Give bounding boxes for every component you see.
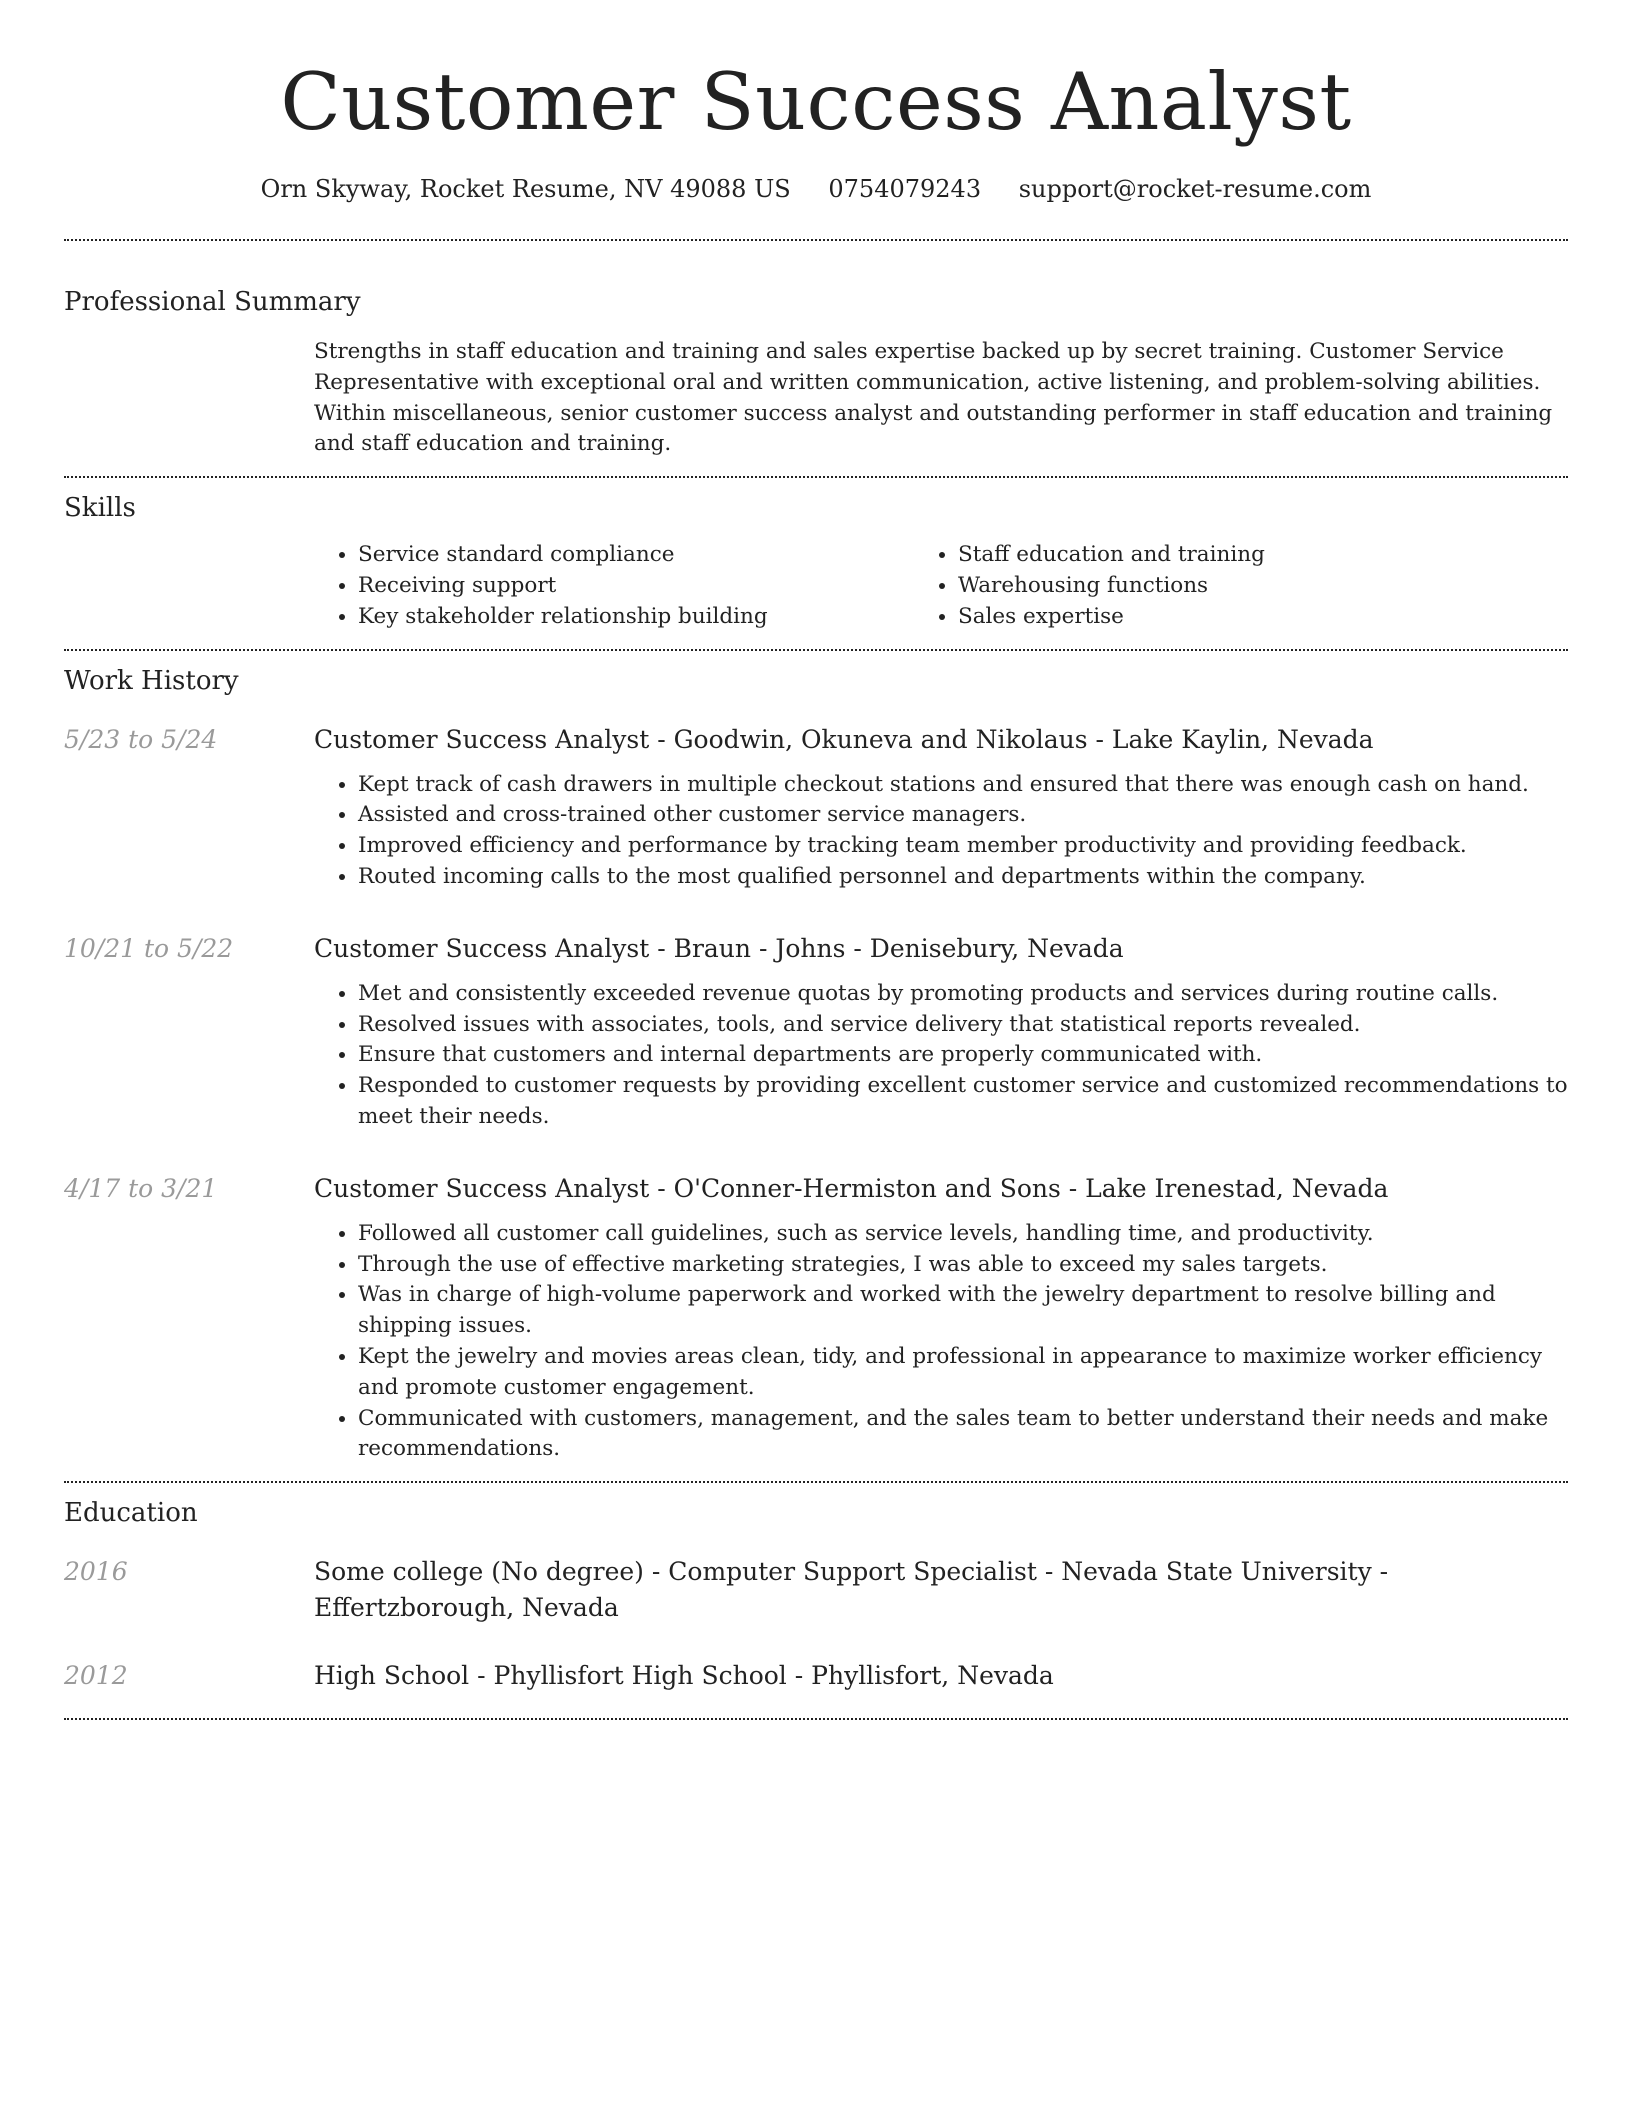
summary-section <box>64 241 1568 460</box>
job-body <box>314 1171 1568 1465</box>
education-body <box>314 1554 1568 1626</box>
work-section <box>64 651 1568 1466</box>
job-bullet: • Kept track of cash drawers in multiple checkout stations and ensured that there was enough cash on hand. <box>358 770 1568 801</box>
job-body <box>314 931 1568 1133</box>
job-header: Customer Success Analyst - O'Conner-Hermiston and Sons - Lake Irenestad, Nevada <box>314 1173 1389 1203</box>
skill-item: • Service standard compliance <box>358 540 928 571</box>
contact-phone: 0754079243 <box>828 175 982 203</box>
job-header: Customer Success Analyst - Braun - Johns - Denisebury, Nevada <box>314 933 1124 963</box>
job-body <box>314 722 1568 893</box>
skill-item: • Key stakeholder relationship building <box>358 602 928 633</box>
skills-heading: Skills <box>64 493 136 524</box>
contact-line <box>64 172 1568 206</box>
contact-email: support@rocket-resume.com <box>1018 175 1372 203</box>
summary-heading: Professional Summary <box>64 287 361 317</box>
education-divider <box>64 1718 1568 1720</box>
job-bullet: • Improved efficiency and performance by tracking team member productivity and providing feedback. <box>358 831 1568 862</box>
resume-title: Customer Success Analyst <box>280 56 1352 148</box>
job-dates: 4/17 to 3/21 <box>64 1173 218 1203</box>
job-bullet: • Resolved issues with associates, tools, and service delivery that statistical reports revealed. <box>358 1010 1568 1041</box>
skills-section <box>64 478 1568 632</box>
job-bullet: • Was in charge of high-volume paperwork and worked with the jewelry department to resolve billing and shipping issues. <box>358 1280 1568 1342</box>
job-bullet: • Through the use of effective marketing strategies, I was able to exceed my sales targets. <box>358 1250 1568 1281</box>
job-dates: 5/23 to 5/24 <box>64 724 218 754</box>
job-entry <box>64 722 1568 893</box>
job-bullets <box>314 1219 1568 1465</box>
job-entry <box>64 1171 1568 1465</box>
work-heading: Work History <box>64 665 239 696</box>
skills-list-left <box>314 540 928 632</box>
job-bullets <box>314 979 1568 1133</box>
education-section <box>64 1483 1568 1694</box>
skill-item: • Sales expertise <box>958 602 1528 633</box>
skills-list-right <box>914 540 1528 632</box>
job-bullet: • Assisted and cross-trained other customer service managers. <box>358 800 1568 831</box>
education-body <box>314 1658 1568 1694</box>
skill-item: • Staff education and training <box>958 540 1528 571</box>
skill-item: • Warehousing functions <box>958 571 1528 602</box>
education-entry <box>64 1658 1568 1694</box>
contact-address: Orn Skyway, Rocket Resume, NV 49088 US <box>260 175 791 203</box>
job-bullet: • Ensure that customers and internal departments are properly communicated with. <box>358 1040 1568 1071</box>
job-bullet: • Followed all customer call guidelines, such as service levels, handling time, and productivity. <box>358 1219 1568 1250</box>
job-bullet: • Kept the jewelry and movies areas clean, tidy, and professional in appearance to maximize worker efficiency and promote customer engagement. <box>358 1342 1568 1404</box>
job-bullet: • Routed incoming calls to the most qualified personnel and departments within the company. <box>358 862 1568 893</box>
education-entry <box>64 1554 1568 1626</box>
job-bullet: • Met and consistently exceeded revenue quotas by promoting products and services during routine calls. <box>358 979 1568 1010</box>
job-bullet: • Responded to customer requests by providing excellent customer service and customized recommendations to meet their needs. <box>358 1071 1568 1133</box>
job-bullets <box>314 770 1568 893</box>
education-heading: Education <box>64 1498 198 1529</box>
job-dates: 10/21 to 5/22 <box>64 933 234 963</box>
education-header: Some college (No degree) - Computer Support Specialist - Nevada State University - Effertzborough, Nevada <box>314 1557 1389 1623</box>
skill-item: • Receiving support <box>358 571 928 602</box>
education-year: 2016 <box>64 1557 128 1587</box>
job-entry <box>64 931 1568 1133</box>
summary-text: Strengths in staff education and training and sales expertise backed up by secret training. Customer Service Representative with exceptional oral and written communication, active listening, and problem-solving abilities. Within miscellaneous, senior customer success analyst and outstanding performer in staff education and training and staff education and training. <box>314 339 1553 457</box>
education-header: High School - Phyllisfort High School - Phyllisfort, Nevada <box>314 1661 1054 1691</box>
job-header: Customer Success Analyst - Goodwin, Okuneva and Nikolaus - Lake Kaylin, Nevada <box>314 724 1374 754</box>
skills-grid <box>314 540 1568 632</box>
job-bullet: • Communicated with customers, management, and the sales team to better understand their needs and make recommendations. <box>358 1404 1568 1466</box>
education-year: 2012 <box>64 1661 128 1691</box>
